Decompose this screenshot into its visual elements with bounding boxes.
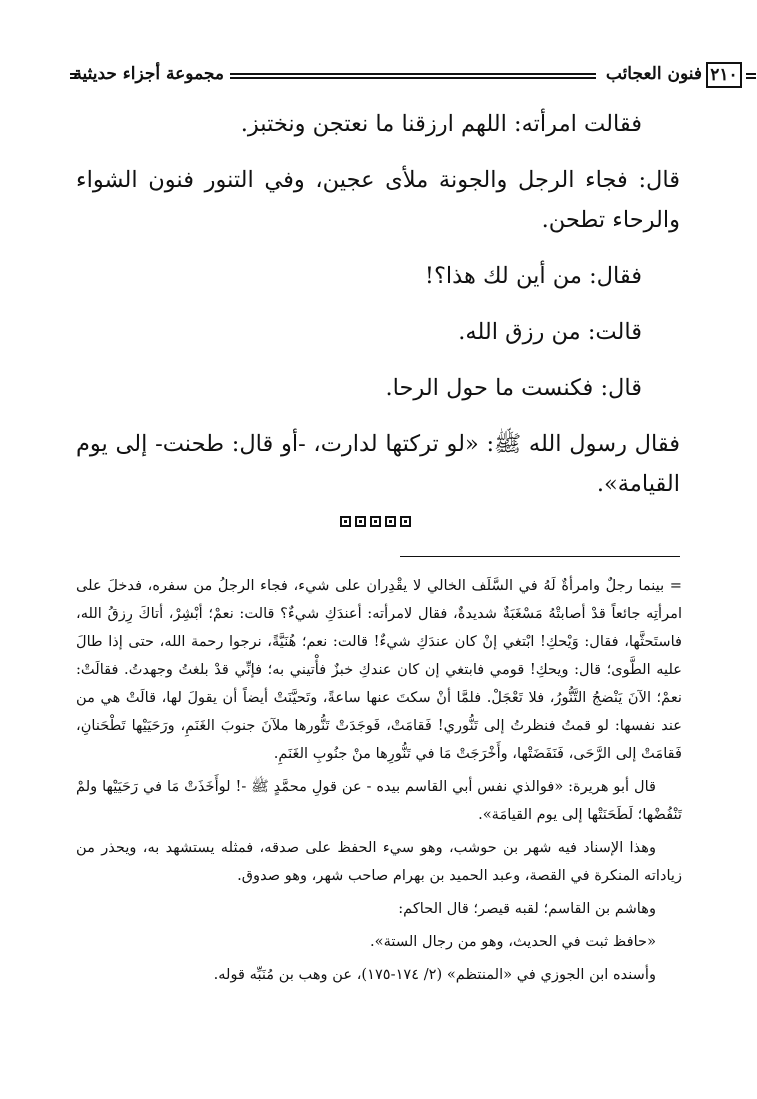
header-rule-right-end: [746, 73, 756, 79]
footnote-continuation: = بينما رجلٌ وامرأةٌ لَهُ في السَّلَف الخالي لا يقْدِران على شيء، فجاء الرجلُ من سفره، فدخلَ على امرأتِه جائعاً قدْ أصابتْهُ مَسْغَبَةٌ شديدةٌ، فقال لامرأته: أعندَكِ شيءٌ؟ قالت: نعمْ؛ أبْشِرْ، أتاكَ رِزقُ الله، فاستَحثَّها، فقال: وَيْحكِ! ابْتغي إنْ كان عندَكِ شيءٌ! قالت: نعم؛ هُنَيَّةً، نرجوا رحمة الله، حتى إذا طالَ عليه الطَّوى؛ قال: ويحكِ! قومي فابتغي إن كان عندكِ خبزٌ فأْتيني به؛ فإنِّي قدْ بلغتُ وجهدتُ. فقالَتْ: نعمْ؛ الآنَ يَنْضجُ التَّنُّورُ، فلا تَعْجَلْ. فلمَّا أنْ سكتَ عنها ساعةً، وتَحيَّنَتْ أيضاً أن يقولَ لها، قالَتْ هي من عند نفسها: لو قمتُ فنظرتُ إلى تَنُّوري! فَقامَتْ، فَوجَدَتْ تَنُّورها ملآنَ جنوبَ الغَنَمِ، ورَحَيَيْها تَطْحَنانِ، فَقامَتْ إلى الرَّحَى، فَنَفَضَتْها، وأَخْرَجَتْ مَا في تَنُّورِها منْ جنُوبِ الغَنَمِ.: [76, 577, 682, 762]
ornament-box-icon: [355, 516, 366, 527]
paragraph-5: قال: فكنست ما حول الرحا.: [385, 375, 642, 401]
section-ornament: [340, 516, 411, 527]
paragraph-4: قالت: من رزق الله.: [458, 319, 642, 345]
ornament-box-icon: [400, 516, 411, 527]
running-header: [70, 62, 738, 90]
paragraph-2: قال: فجاء الرجل والجونة ملأى عجين، وفي التنور فنون الشواء والرحاء تطحن.: [76, 167, 680, 233]
footnotes: [76, 572, 682, 994]
footnote-separator: [400, 556, 680, 557]
section-title: فنون العجائب: [605, 64, 702, 84]
paragraph-6: فقال رسول الله ﷺ: «لو تركتها لدارت، -أو قال: طحنت- إلى يوم القيامة».: [76, 431, 680, 497]
footnote-paragraph: وهذا الإسناد فيه شهر بن حوشب، وهو سيء الحفظ على صدقه، فمثله يستشهد به، ويحذر من زياداته المنكرة في القصة، وعبد الحميد بن بهرام صاحب شهر، وهو صدوق.: [76, 839, 682, 884]
footnote-paragraph: وأسنده ابن الجوزي في «المنتظم» (٢/ ١٧٤-١٧٥)، عن وهب بن مُنَبِّه قوله.: [213, 966, 656, 983]
main-text: [76, 104, 680, 504]
footnote-paragraph: قال أبو هريرة: «فوالذي نفس أبي القاسم بيده - عن قولِ محمَّدٍ ﷺ -! لوأَخَذَتْ مَا في رَحَيَيْها ولمْ تَنْفُضْها؛ لَطَحَنَتْها إلى يوم القيامَة».: [76, 778, 682, 823]
header-rule-middle: [230, 73, 596, 79]
page-number: ٢١٠: [706, 62, 742, 88]
book-title: مجموعة أجزاء حديثية: [73, 64, 224, 84]
footnote-quote: «حافظ ثبت في الحديث، وهو من رجال الستة».: [370, 933, 656, 950]
paragraph-1: فقالت امرأته: اللهم ارزقنا ما نعتجن ونختبز.: [240, 111, 642, 137]
ornament-box-icon: [370, 516, 381, 527]
footnote-paragraph: وهاشم بن القاسم؛ لقبه قيصر؛ قال الحاكم:: [398, 900, 656, 917]
ornament-box-icon: [385, 516, 396, 527]
paragraph-3: فقال: من أين لك هذا؟!: [424, 263, 642, 289]
ornament-box-icon: [340, 516, 351, 527]
